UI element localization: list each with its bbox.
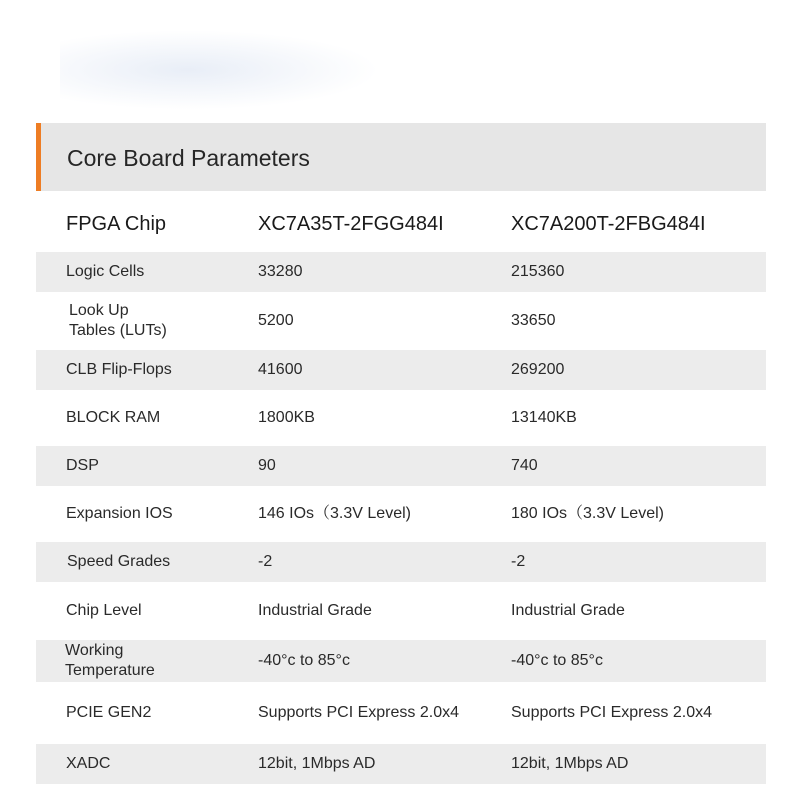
row-value-xc7a200t: 12bit, 1Mbps AD (511, 755, 629, 772)
row-label: Logic Cells (66, 263, 145, 280)
table-row (36, 640, 766, 682)
row-value-xc7a200t: -2 (511, 553, 526, 570)
row-value-xc7a35t: Industrial Grade (258, 602, 372, 619)
row-value-xc7a200t: 33650 (511, 312, 556, 329)
section-title: Core Board Parameters (67, 145, 310, 171)
row-label: Chip Level (66, 602, 142, 619)
row-label: Expansion IOS (66, 505, 173, 522)
header-cell-xc7a35t: XC7A35T-2FGG484I (258, 212, 444, 235)
row-label: Working Temperature (65, 642, 155, 679)
row-value-xc7a35t: 33280 (258, 263, 303, 280)
section-header (36, 123, 766, 191)
table-row (36, 350, 766, 390)
row-value-xc7a35t: -40°c to 85°c (258, 652, 350, 669)
header-cell-xc7a200t: XC7A200T-2FBG484I (511, 212, 706, 235)
row-value-xc7a35t: 146 IOs（3.3V Level) (258, 505, 411, 522)
row-label: DSP (66, 457, 99, 474)
row-value-xc7a200t: 180 IOs（3.3V Level) (511, 505, 664, 522)
table-row (36, 446, 766, 486)
row-label: PCIE GEN2 (66, 704, 152, 721)
row-label: BLOCK RAM (66, 409, 161, 426)
row-label: Look Up Tables (LUTs) (69, 302, 167, 339)
row-value-xc7a200t: Industrial Grade (511, 602, 625, 619)
row-value-xc7a35t: 5200 (258, 312, 294, 329)
row-label: Speed Grades (67, 553, 171, 570)
table-row (36, 252, 766, 292)
table-header-row (36, 196, 766, 252)
header-cell-fpga-chip: FPGA Chip (66, 212, 167, 235)
faded-banner-decoration (60, 30, 380, 110)
row-value-xc7a35t: 90 (258, 457, 276, 474)
table-row (36, 486, 766, 542)
row-value-xc7a200t: Supports PCI Express 2.0x4 (511, 704, 712, 721)
row-value-xc7a35t: 1800KB (258, 409, 315, 426)
row-value-xc7a35t: Supports PCI Express 2.0x4 (258, 704, 459, 721)
parameters-table (36, 196, 766, 784)
table-row (36, 542, 766, 582)
row-value-xc7a35t: -2 (258, 553, 273, 570)
table-row (36, 682, 766, 744)
row-value-xc7a200t: 215360 (511, 263, 565, 280)
row-value-xc7a200t: 740 (511, 457, 538, 474)
row-label: CLB Flip-Flops (66, 361, 172, 378)
table-row (36, 292, 766, 350)
table-row (36, 744, 766, 784)
table-row (36, 582, 766, 640)
row-value-xc7a35t: 41600 (258, 361, 303, 378)
row-value-xc7a200t: 269200 (511, 361, 565, 378)
row-value-xc7a200t: 13140KB (511, 409, 577, 426)
row-label: XADC (66, 755, 111, 772)
header-accent-bar (36, 123, 41, 191)
table-row (36, 390, 766, 446)
row-value-xc7a35t: 12bit, 1Mbps AD (258, 755, 376, 772)
row-value-xc7a200t: -40°c to 85°c (511, 652, 603, 669)
